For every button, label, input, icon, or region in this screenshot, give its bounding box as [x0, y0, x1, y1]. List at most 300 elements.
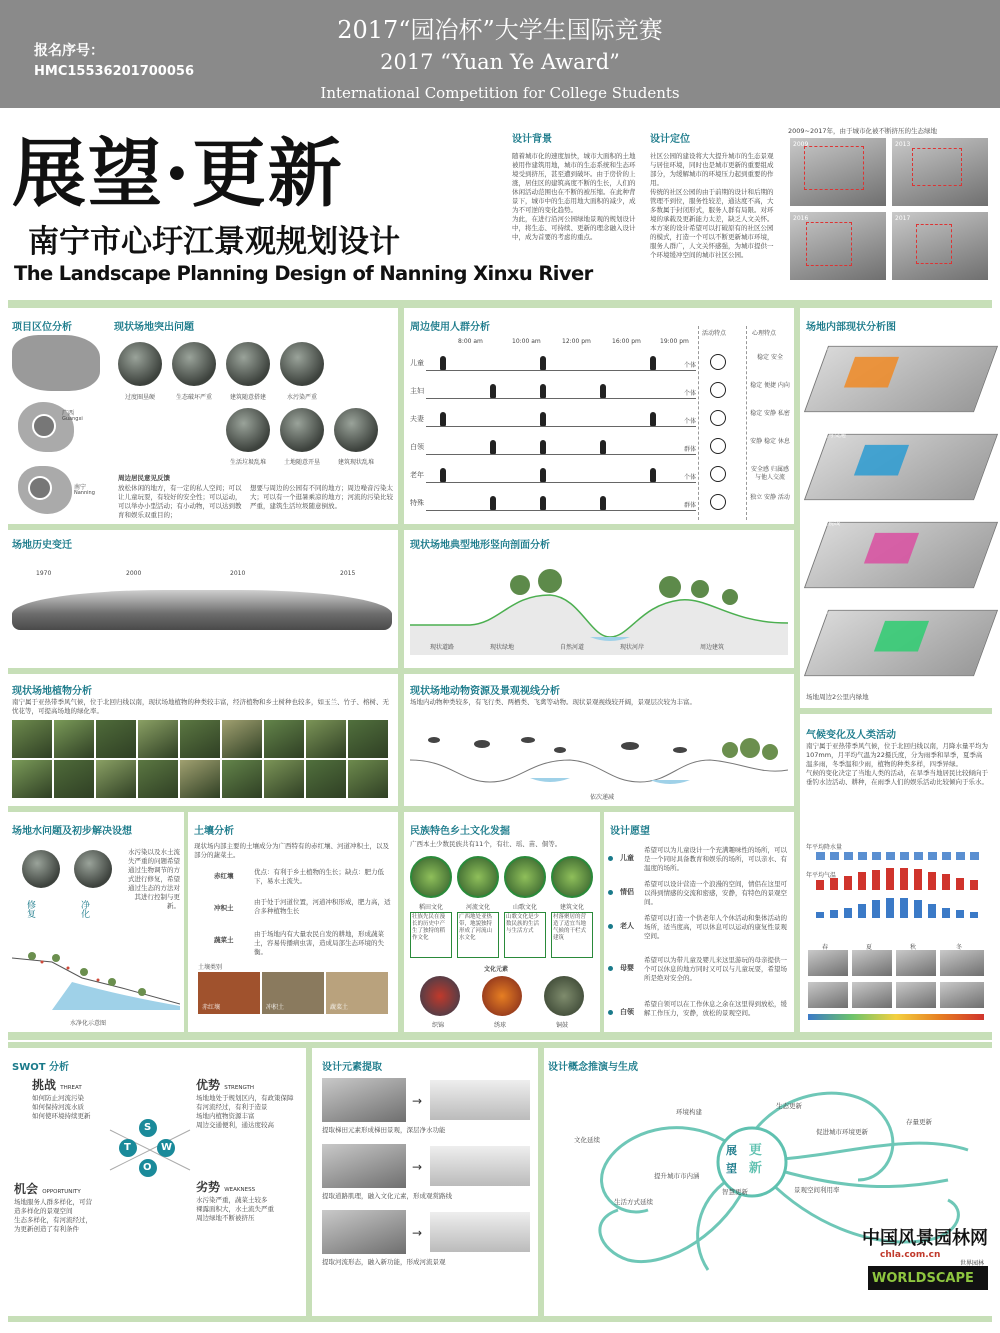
- problem-photo-6: [280, 408, 324, 452]
- wish-name: 老人: [620, 922, 634, 930]
- concept-node-6: 促进城市环境更新: [816, 1128, 868, 1136]
- plant-photo: [54, 760, 94, 798]
- crowd-row-line: [426, 482, 696, 483]
- problems-heading: 现状场地突出问题: [114, 322, 194, 333]
- climate-text: [806, 742, 988, 836]
- weak-item: 水污染严重，蔬菜土较多: [196, 1196, 268, 1204]
- section-label-4: 现状河岸: [620, 644, 645, 651]
- activity-photo-3: [896, 950, 936, 976]
- problem-photo-5: [226, 408, 270, 452]
- crowd-row-label: 白领: [410, 443, 424, 451]
- strength-items: [196, 1094, 302, 1138]
- opp-item: 场地服务人群多样化，可营: [14, 1198, 92, 1206]
- internal-caption: 场地周边2公里内绿地: [806, 693, 869, 701]
- plant-photo: [348, 720, 388, 758]
- plant-photo: [180, 720, 220, 758]
- concept-node-4: 生活方式延续: [614, 1198, 653, 1206]
- problem-photo-7: [334, 408, 378, 452]
- element-bronze-drum: [544, 976, 584, 1016]
- plant-photo: [54, 720, 94, 758]
- background-p1: 随着城市化的速度加快，城市大面积的土地被用作建筑用地，城市的生态系统和生态环境受到挤压，甚至遭到破坏。由于房价的上涨，居住区的建筑高度不断的生长，人们的休闲活动范围也在不断的被压缩。在此种背景下，城市中的生态用地大面积的减少，成为不可逆的变化趋势。: [512, 152, 636, 214]
- time-5: 19:00 pm: [660, 338, 689, 345]
- concept-center: [726, 1142, 780, 1182]
- activity-circle-icon: [710, 354, 726, 370]
- opp-item: 生态多样化，有河流经过，: [14, 1216, 92, 1224]
- animal-sightline: [410, 720, 788, 790]
- header-title-en: 2017 “Yuan Ye Award”: [380, 50, 620, 74]
- bullet-icon: [608, 924, 613, 929]
- plant-photo: [96, 760, 136, 798]
- activity-circle-icon: [710, 466, 726, 482]
- crowd-row-label: 主妇: [410, 387, 424, 395]
- culture-desc: 山歌文化是少数民族的生活与生活方式: [504, 912, 546, 958]
- swot-letter-w: W: [161, 1142, 173, 1153]
- color-scale: [808, 1014, 984, 1020]
- concept-node-3: 提升城市市内涵: [654, 1172, 700, 1180]
- bullet-icon: [608, 966, 613, 971]
- element-caption-1: 提取梯田元素形成梯田景观，深层净水功能: [322, 1126, 446, 1134]
- threat-title-cn: 挑战: [32, 1078, 57, 1092]
- crowd-psych: 安静 稳定 休息: [750, 438, 790, 445]
- threat-item: 如何防止河流污染: [32, 1094, 84, 1102]
- concept-heading: 设计概念推演与生成: [548, 1062, 638, 1073]
- center-char: 新: [748, 1161, 762, 1176]
- opp-title: [14, 1180, 81, 1197]
- water-text: 水污染以及水土流失严重的问题希望通过生物调节的方式进行修复，希望通过生态的方法对其进行控制与更新。: [128, 848, 180, 910]
- activity-circle-icon: [710, 438, 726, 454]
- swot-heading: SWOT 分析: [12, 1062, 70, 1073]
- person-figure-icon: [440, 356, 446, 370]
- climate-charts: [806, 850, 986, 940]
- section-label-1: 现状道路: [430, 644, 455, 651]
- main-title: 展望·更新: [12, 131, 344, 217]
- soil-sample-label: 土壤类别: [198, 964, 223, 971]
- temp-chart-label: 年平均气温: [806, 872, 837, 879]
- wish-name: 情侣: [620, 888, 634, 896]
- water-caption: 水净化示意图: [70, 1020, 107, 1027]
- label-guangxi-en: Guangxi: [62, 416, 83, 422]
- threat-item: 如何保持河流水质: [32, 1103, 84, 1111]
- element-photo-2: [322, 1144, 406, 1188]
- header-bar: [0, 0, 1000, 108]
- soil-desc-2: 由于处于河道位置，河道冲积形成，肥力高，适合多种植物生长: [254, 898, 391, 915]
- positioning-text: [650, 152, 776, 297]
- plants-heading: 现状场地植物分析: [12, 686, 92, 697]
- feedback-left: 放松休闲的地方，有一定的私人空间；可以让儿童玩耍，有较好的安全性；可以运动，可以举办小型活动；有小动物，可以达到教育和娱乐双重目的；: [118, 484, 242, 519]
- plant-photo: [264, 720, 304, 758]
- weak-title: [196, 1178, 255, 1195]
- history-year-1: 1970: [36, 570, 52, 577]
- person-figure-icon: [540, 440, 546, 454]
- threat-title: [32, 1076, 82, 1093]
- layer-note: 绿地: [816, 608, 829, 615]
- person-figure-icon: [440, 468, 446, 482]
- water-label-repair: 修复: [25, 900, 35, 918]
- activity-photo-5: [808, 982, 848, 1008]
- plant-photo: [138, 720, 178, 758]
- center-char: 展: [726, 1144, 737, 1157]
- title-cn: 南宁市心圩江景观规划设计: [28, 224, 400, 260]
- culture-name: 建筑文化: [559, 904, 584, 911]
- soil-intro: 现状场内部主要的土壤成分为广西特有的赤红壤、河道冲积土，以及部分的蔬菜土。: [194, 842, 389, 859]
- plant-photo: [12, 720, 52, 758]
- background-text: [512, 152, 638, 297]
- crowd-row-label: 特殊: [410, 499, 424, 507]
- element-drum-label: 铜鼓: [556, 1022, 569, 1029]
- strength-item: 周边交通便利，通达度较高: [196, 1121, 274, 1129]
- activity-photo-7: [896, 982, 936, 1008]
- concept-node-9: 景观空间利用率: [794, 1186, 840, 1194]
- time-4: 16:00 pm: [612, 338, 641, 345]
- crowd-row-label: 老年: [410, 471, 424, 479]
- opp-title-en: OPPORTUNITY: [42, 1189, 81, 1195]
- culture-name: 山歌文化: [512, 904, 537, 911]
- animals-heading: 现状场地动物资源及景观视线分析: [410, 686, 560, 697]
- watermark-url: chla.com.cn: [880, 1250, 941, 1260]
- analysis-layer: [804, 434, 998, 500]
- problem-photo-1: [118, 342, 162, 386]
- layer-note: 景观视线: [816, 520, 841, 527]
- layer-note: 建筑: [816, 344, 829, 351]
- crowd-psych: 独立 安静 活动: [750, 494, 790, 501]
- person-figure-icon: [540, 384, 546, 398]
- problem-label-3: 建筑随意搭建: [229, 394, 266, 401]
- soil-sample-3: [326, 972, 388, 1014]
- activity-photo-1: [808, 950, 848, 976]
- watermark-site: 中国风景园林网: [862, 1228, 988, 1249]
- reg-label: 报名序号：: [34, 43, 104, 59]
- strength-item: 场地地处于规划区内，有政策保障: [196, 1094, 294, 1102]
- season-spring: 春: [822, 944, 829, 951]
- plant-photo: [96, 720, 136, 758]
- culture-photo: [551, 856, 593, 898]
- animals-text: 场地内动物种类较多，有飞行类、两栖类、飞禽等动物。现状景观视线较开阔，景观层次较为丰富。: [410, 698, 696, 706]
- terrain-section: [410, 555, 788, 655]
- concept-node-5: 生态更新: [776, 1102, 802, 1110]
- plants-text: 南宁属于亚热带季风气候，位于北回归线以南，现状场地植物的种类较丰富，经济植物和乡土树种也较多，如玉兰、竹子、榕树、无忧花等，可提高场地的绿化率。: [12, 698, 389, 715]
- water-photo-2: [74, 850, 112, 888]
- activity-photo-8: [940, 982, 984, 1008]
- plant-photo: [180, 760, 220, 798]
- activity-circle-icon: [710, 494, 726, 510]
- wish-desc: 希望自领可以在工作休息之余在这里得到放松，缓解工作压力，安静，放松的景观空间。: [644, 1000, 787, 1017]
- crowd-row-label: 夫妻: [410, 415, 424, 423]
- location-heading: 项目区位分析: [12, 322, 72, 333]
- strength-item: 有河流经过，有利于造景: [196, 1103, 268, 1111]
- culture-elements-title: 文化元素: [484, 966, 509, 973]
- culture-intro: 广西本土少数民族共有11个，有壮、瑶、苗、侗等。: [410, 840, 562, 848]
- culture-photo: [504, 856, 546, 898]
- problem-label-6: 土地随意开垦: [283, 459, 320, 466]
- opp-item: 造多样化的景观空间: [14, 1207, 73, 1215]
- weak-item: 裸露面积大，水土流失严重: [196, 1205, 274, 1213]
- crowd-type: 群体: [684, 446, 697, 453]
- worldscape-logo: [868, 1266, 988, 1290]
- concept-node-7: 存量更新: [906, 1118, 932, 1126]
- positioning-p1: 社区公园的建设将大大提升城市的生态景观与居住环境，同时也是城市更新的重要组成部分，为缓解城市的环境压力起到重要的作用。: [650, 152, 774, 187]
- soil-type-2: 冲积土: [214, 904, 234, 912]
- internal-heading: 场地内部现状分析图: [806, 322, 896, 333]
- crowd-row-line: [426, 398, 696, 399]
- soil-sample-3-label: 蔬菜土: [330, 1004, 349, 1011]
- opp-item: 为更新创造了有利条件: [14, 1225, 79, 1233]
- plant-photo: [306, 760, 346, 798]
- crowd-type: 个体: [684, 418, 697, 425]
- person-figure-icon: [490, 496, 496, 510]
- section-label-2: 现状绿地: [490, 644, 515, 651]
- soil-sample-2: [262, 972, 324, 1014]
- section-label-3: 自然河道: [560, 644, 585, 651]
- crowd-row-line: [426, 510, 696, 511]
- opp-title-cn: 机会: [14, 1182, 39, 1196]
- activity-photo-4: [940, 950, 984, 976]
- activity-circle-icon: [710, 410, 726, 426]
- person-figure-icon: [650, 412, 656, 426]
- crowd-psych: 稳定 便捷 内向: [750, 382, 790, 389]
- element-sketch-1: [430, 1080, 530, 1120]
- label-guangxi: 广西: [62, 410, 75, 417]
- divider: [698, 326, 699, 520]
- strength-title: [196, 1076, 254, 1093]
- history-year-3: 2010: [230, 570, 246, 577]
- aerial-year-2016: 2016: [793, 215, 809, 222]
- element-caption-2: 提取道路肌理，融入文化元素，形成观赏路线: [322, 1192, 452, 1200]
- crowd-type: 个体: [684, 390, 697, 397]
- person-figure-icon: [540, 356, 546, 370]
- aerial-2016: [790, 212, 886, 280]
- plant-photo: [138, 760, 178, 798]
- aerial-2013: [892, 138, 988, 206]
- element-brocade-label: 织锦: [432, 1022, 445, 1029]
- culture-photo: [457, 856, 499, 898]
- analysis-layer: [804, 610, 998, 676]
- person-figure-icon: [490, 384, 496, 398]
- weak-items: [196, 1196, 302, 1226]
- climate-p1: 南宁属于亚热带季风气候，位于北回归线以南，月降水量平均为107mm，月平均气温为22摄氏度，分为雨季和旱季，夏季高温多雨，冬季温和少雨，植物的种类多样，四季异绿。: [806, 742, 988, 768]
- aerial-year-2009: 2009: [793, 141, 809, 148]
- activity-photo-2: [852, 950, 892, 976]
- season-autumn: 秋: [910, 944, 917, 951]
- arrow-icon: →: [412, 1160, 423, 1174]
- activity-circle-icon: [710, 382, 726, 398]
- person-figure-icon: [600, 384, 606, 398]
- history-panorama: [12, 590, 392, 630]
- plant-photo: [264, 760, 304, 798]
- background-heading: 设计背景: [512, 134, 552, 145]
- soil-sample-1-label: 赤红壤: [202, 1004, 221, 1011]
- element-sketch-3: [430, 1212, 530, 1252]
- history-year-2: 2000: [126, 570, 142, 577]
- person-figure-icon: [600, 440, 606, 454]
- crowd-psych: 稳定 安静 私密: [750, 410, 790, 417]
- arrow-icon: →: [412, 1226, 423, 1240]
- time-3: 12:00 pm: [562, 338, 591, 345]
- worldscape-brand: WORLDSCAPE: [872, 1271, 974, 1286]
- weak-item: 周边绿地不断被挤压: [196, 1214, 255, 1222]
- feedback-title: 周边居民意见反馈: [118, 474, 170, 482]
- person-figure-icon: [440, 412, 446, 426]
- crowd-row-line: [426, 426, 696, 427]
- problem-label-2: 生态破坏严重: [175, 394, 212, 401]
- label-nanning-en: Nanning: [74, 490, 95, 496]
- analysis-layer: [804, 522, 998, 588]
- soil-desc-1: 优点：有利于乡土植物的生长；缺点：肥力低下，易水土流失。: [254, 868, 384, 885]
- weak-title-en: WEAKNESS: [224, 1187, 256, 1193]
- water-heading: 场地水问题及初步解决设想: [12, 826, 132, 837]
- label-nanning: 南宁: [74, 484, 87, 491]
- wish-name: 母婴: [620, 964, 634, 972]
- wish-name: 白领: [620, 1008, 634, 1016]
- layer-note: 河流与交通: [816, 432, 847, 439]
- arrow-icon: →: [412, 1094, 423, 1108]
- crowd-heading: 周边使用人群分析: [410, 322, 490, 333]
- person-figure-icon: [600, 496, 606, 510]
- history-heading: 场地历史变迁: [12, 540, 72, 551]
- problem-photo-4: [280, 342, 324, 386]
- element-caption-3: 提取河流形态，融入新功能，形成河流景观: [322, 1258, 446, 1266]
- climate-heading: 气候变化及人类活动: [806, 730, 896, 741]
- swot-letter-t: T: [124, 1142, 131, 1153]
- element-hydrangea-ball: [482, 976, 522, 1016]
- section-heading: 现状场地典型地形竖向剖面分析: [410, 540, 550, 551]
- aerial-2017: [892, 212, 988, 280]
- element-sketch-2: [430, 1146, 530, 1186]
- crowd-psych: 稳定 安全: [757, 354, 783, 361]
- col-psych: 心理特点: [752, 330, 777, 337]
- culture-photo: [410, 856, 452, 898]
- plant-photo: [306, 720, 346, 758]
- culture-desc: 壮族先民在漫长的历史中产生了独特的稻作文化: [410, 912, 452, 958]
- col-activity: 活动特点: [702, 330, 727, 337]
- positioning-heading: 设计定位: [650, 134, 690, 145]
- rain-chart-label: 年平均降水量: [806, 844, 843, 851]
- element-brocade: [420, 976, 460, 1016]
- crowd-row-label: 儿童: [410, 359, 424, 367]
- culture-desc: 村落聚居的营造了适宜当地气候的干栏式建筑: [551, 912, 593, 958]
- soil-type-3: 蔬菜土: [214, 936, 234, 944]
- soil-type-1: 赤红壤: [214, 872, 234, 880]
- activity-photo-6: [852, 982, 892, 1008]
- concept-node-8: 智慧更新: [722, 1188, 748, 1196]
- bullet-icon: [608, 856, 613, 861]
- section-label-5: 周边建筑: [700, 644, 725, 651]
- reg-number: HMC15536201700056: [34, 64, 194, 79]
- soil-desc-3: 由于场地内有大量农民自发的耕地，形成蔬菜土，容易传播病虫害，造成局部生态环境的失衡。: [254, 930, 384, 956]
- layer-highlight: [844, 357, 899, 388]
- water-label-purify: 净化: [79, 900, 89, 918]
- plant-photo: [348, 760, 388, 798]
- center-char: 更: [748, 1143, 762, 1158]
- weak-title-cn: 劣势: [196, 1180, 221, 1194]
- plant-photo: [12, 760, 52, 798]
- time-1: 8:00 am: [458, 338, 483, 345]
- person-figure-icon: [540, 468, 546, 482]
- crowd-row-line: [426, 454, 696, 455]
- header-subtitle-en: International Competition for College Students: [320, 84, 680, 102]
- elements-heading: 设计元素提取: [322, 1062, 382, 1073]
- bullet-icon: [608, 890, 613, 895]
- strength-item: 场地内植物资源丰富: [196, 1112, 255, 1120]
- strength-title-en: STRENGTH: [224, 1085, 255, 1091]
- soil-heading: 土壤分析: [194, 826, 234, 837]
- bullet-icon: [608, 1010, 613, 1015]
- history-year-4: 2015: [340, 570, 356, 577]
- aerial-year-2013: 2013: [895, 141, 911, 148]
- aerial-year-2017: 2017: [895, 215, 911, 222]
- background-p2: 为此，在进行沿河公园绿地景观的规划设计中，将生态、可持续、更新的理念融入设计中，成为首要的考虑的重点。: [512, 215, 636, 241]
- soil-sample-2-label: 冲积土: [266, 1004, 285, 1011]
- water-photo-1: [22, 850, 60, 888]
- divider: [746, 326, 747, 520]
- climate-p2: 气候的变化决定了当地人类的活动，在旱季当地居民比较倾向于垂钓水边活动、耕种，在雨季人们的娱乐活动比较倾向于乐水。: [806, 769, 988, 786]
- crowd-type: 个体: [684, 362, 697, 369]
- problem-label-4: 水污染严重: [286, 394, 317, 401]
- wish-name: 儿童: [620, 854, 634, 862]
- layer-highlight: [854, 445, 909, 476]
- center-char: 望: [726, 1162, 737, 1175]
- wish-desc: 希望可以为带儿童及婴儿来这里游玩的母亲提供一个可以休息的地方同时又可以与儿童玩耍，希望场所是绝对安全的。: [644, 956, 787, 982]
- person-figure-icon: [540, 412, 546, 426]
- person-figure-icon: [650, 356, 656, 370]
- concept-node-2: 文化延续: [574, 1136, 600, 1144]
- layer-highlight: [874, 621, 929, 652]
- soil-sample-1: [198, 972, 260, 1014]
- animals-caption: 依次递减: [590, 794, 615, 801]
- person-figure-icon: [490, 440, 496, 454]
- problem-label-1: 过度圈垦硬: [124, 394, 155, 401]
- threat-title-en: THREAT: [60, 1085, 82, 1091]
- person-figure-icon: [650, 468, 656, 482]
- concept-node-1: 环境构建: [676, 1108, 702, 1116]
- culture-name: 稻田文化: [418, 904, 443, 911]
- culture-name: 河流文化: [465, 904, 490, 911]
- positioning-p2: 传统的社区公园的由于前期的设计和后期的管理不到位，服务性较差，通达度不高，大多数属于封闭形式，服务人群有局限。对环境的承载及更新能力太差，缺乏人文关怀。本方案的设计希望可以打破原有的社区公园的模式，打造一个可以不断更新城市环境，服务人群广，人文关怀感强，为城市提供一个环境缓冲空间的城市社区公园。: [650, 188, 774, 259]
- wish-desc: 希望可以打造一个供老年人个休活动和集体活动的场所，适当度高，可以休息可以运动的康复性景观空间。: [644, 914, 787, 940]
- title-en: The Landscape Planning Design of Nanning Xinxu River: [14, 262, 593, 285]
- wish-heading: 设计愿望: [610, 826, 650, 837]
- analysis-layer: [804, 346, 998, 412]
- swot-letter-o: O: [143, 1162, 152, 1173]
- plant-photo: [222, 720, 262, 758]
- person-figure-icon: [540, 496, 546, 510]
- crowd-type: 个体: [684, 474, 697, 481]
- element-photo-1: [322, 1078, 406, 1122]
- element-photo-3: [322, 1210, 406, 1254]
- china-map: [12, 335, 100, 391]
- problem-photo-3: [226, 342, 270, 386]
- purification-diagram: [12, 948, 180, 1010]
- wish-desc: 希望可以设计营造一个浪漫的空间，情侣在这里可以得到情感的交流和密感，安静，有特色的景观空间。: [644, 880, 787, 906]
- problem-label-7: 建筑现状乱堆: [337, 459, 374, 466]
- crowd-psych: 安全感 归属感 与他人交流: [751, 466, 789, 481]
- worldscape-sub: 世界园林: [960, 1260, 985, 1267]
- wish-desc: 希望可以为儿童设计一个充满趣味性的场所，可以是一个同时具备教育和娱乐的场所，可以亲水、有温度的场所。: [644, 846, 787, 872]
- season-summer: 夏: [866, 944, 873, 951]
- culture-heading: 民族特色乡土文化发掘: [410, 826, 510, 837]
- problem-photo-2: [172, 342, 216, 386]
- threat-item: 如何使环境持续更新: [32, 1112, 91, 1120]
- aerial-caption: 2009~2017年，由于城市化被不断挤压的生态绿地: [788, 127, 938, 135]
- culture-desc: 广西地处亚热带，地貌独特形成了河流山水文化: [457, 912, 499, 958]
- layer-highlight: [864, 533, 919, 564]
- crowd-type: 群体: [684, 502, 697, 509]
- crowd-row-line: [426, 370, 696, 371]
- swot-letter-s: S: [144, 1122, 152, 1133]
- strength-title-cn: 优势: [196, 1078, 221, 1092]
- plant-photo: [222, 760, 262, 798]
- aerial-2009: [790, 138, 886, 206]
- element-ball-label: 绣球: [494, 1022, 507, 1029]
